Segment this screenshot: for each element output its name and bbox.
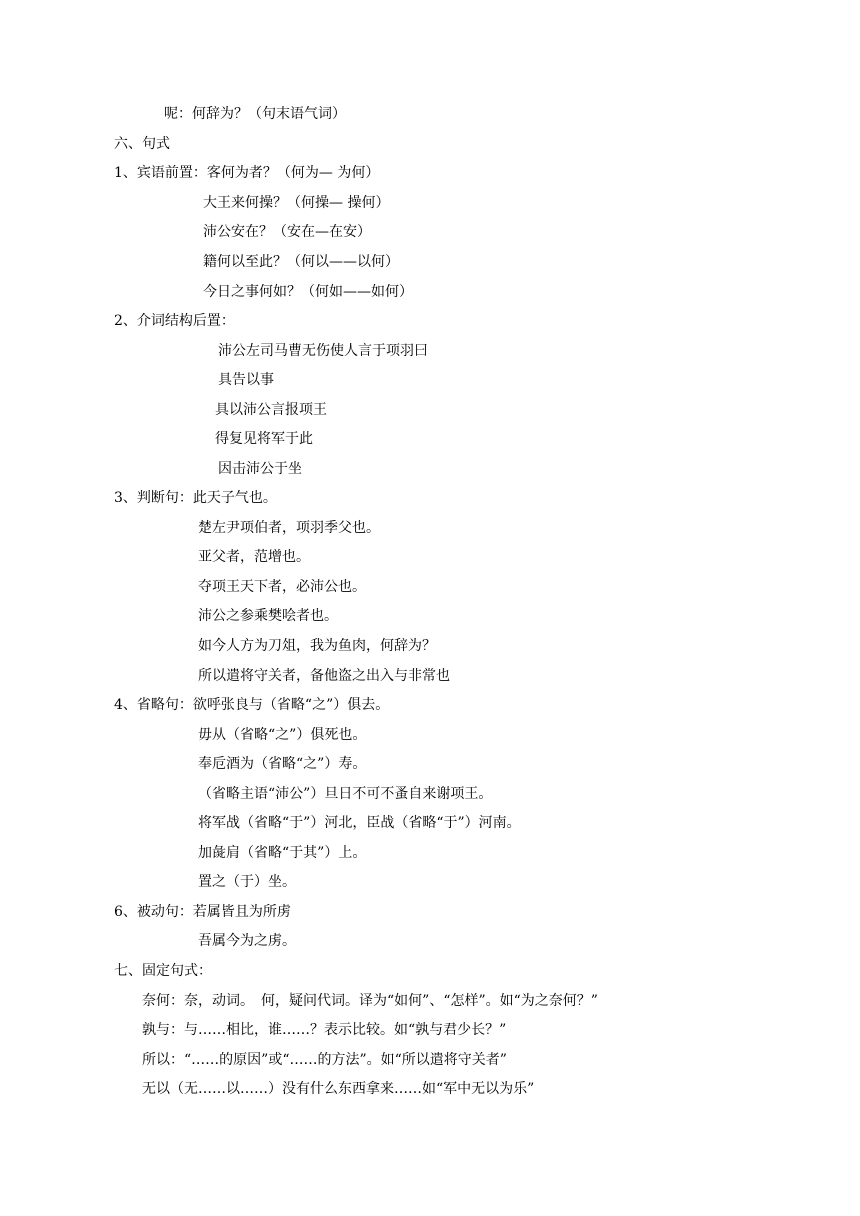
text-line: 沛公安在？（安在—在安） [203, 224, 371, 240]
text-line: 夺项王天下者，必沛公也。 [198, 579, 366, 595]
text-line: 亚父者，范增也。 [198, 549, 310, 565]
text-line: 吾属今为之虏。 [198, 933, 296, 949]
text-line: 得复见将军于此 [215, 431, 313, 447]
subsection-heading: 1、宾语前置：客何为者？（何为— 为何） [114, 165, 380, 181]
text-line: 具以沛公言报项王 [215, 402, 327, 418]
text-line: 毋从（省略“之”）俱死也。 [198, 727, 367, 743]
subsection-heading: 3、判断句：此天子气也。 [114, 490, 277, 506]
text-line: 沛公左司马曹无伤使人言于项羽曰 [218, 343, 428, 359]
text-line: 呢：何辞为？（句末语气词） [164, 106, 346, 122]
subsection-heading: 4、省略句：欲呼张良与（省略“之”）俱去。 [114, 697, 390, 713]
text-line: 籍何以至此？（何以——以何） [203, 254, 399, 270]
text-line: 加彘肩（省略“于其”）上。 [198, 845, 367, 861]
text-line: 如今人方为刀俎，我为鱼肉，何辞为？ [198, 638, 436, 654]
section-heading: 七、固定句式： [114, 963, 212, 979]
text-line: 所以：“……的原因”或“……的方法”。如“所以遣将守关者” [142, 1052, 507, 1068]
text-line: 孰与：与……相比，谁……？表示比较。如“孰与君少长？” [142, 1022, 507, 1038]
text-line: 将军战（省略“于”）河北，臣战（省略“于”）河南。 [198, 815, 521, 831]
text-line: 大王来何操？（何操— 操何） [203, 195, 390, 211]
subsection-heading: 2、介词结构后置： [114, 313, 235, 329]
text-line: 奈何：奈，动词。 何，疑问代词。译为“如何”、“怎样”。如“为之奈何？” [142, 993, 598, 1009]
subsection-heading: 6、被动句：若属皆且为所虏 [114, 904, 291, 920]
text-line: 置之（于）坐。 [198, 874, 296, 890]
text-line: 所以遣将守关者，备他盗之出入与非常也 [198, 668, 450, 684]
text-line: 奉卮酒为（省略“之”）寿。 [198, 756, 367, 772]
text-line: 今日之事何如？（何如——如何） [203, 284, 413, 300]
text-line: 无以（无……以……）没有什么东西拿来……如“军中无以为乐” [142, 1081, 535, 1097]
section-heading: 六、句式 [114, 136, 170, 152]
text-line: 沛公之参乘樊哙者也。 [198, 608, 338, 624]
text-line: 楚左尹项伯者，项羽季父也。 [198, 520, 380, 536]
text-line: （省略主语“沛公”）旦日不可不蚤自来谢项王。 [198, 786, 493, 802]
text-line: 具告以事 [218, 372, 274, 388]
text-line: 因击沛公于坐 [218, 461, 302, 477]
